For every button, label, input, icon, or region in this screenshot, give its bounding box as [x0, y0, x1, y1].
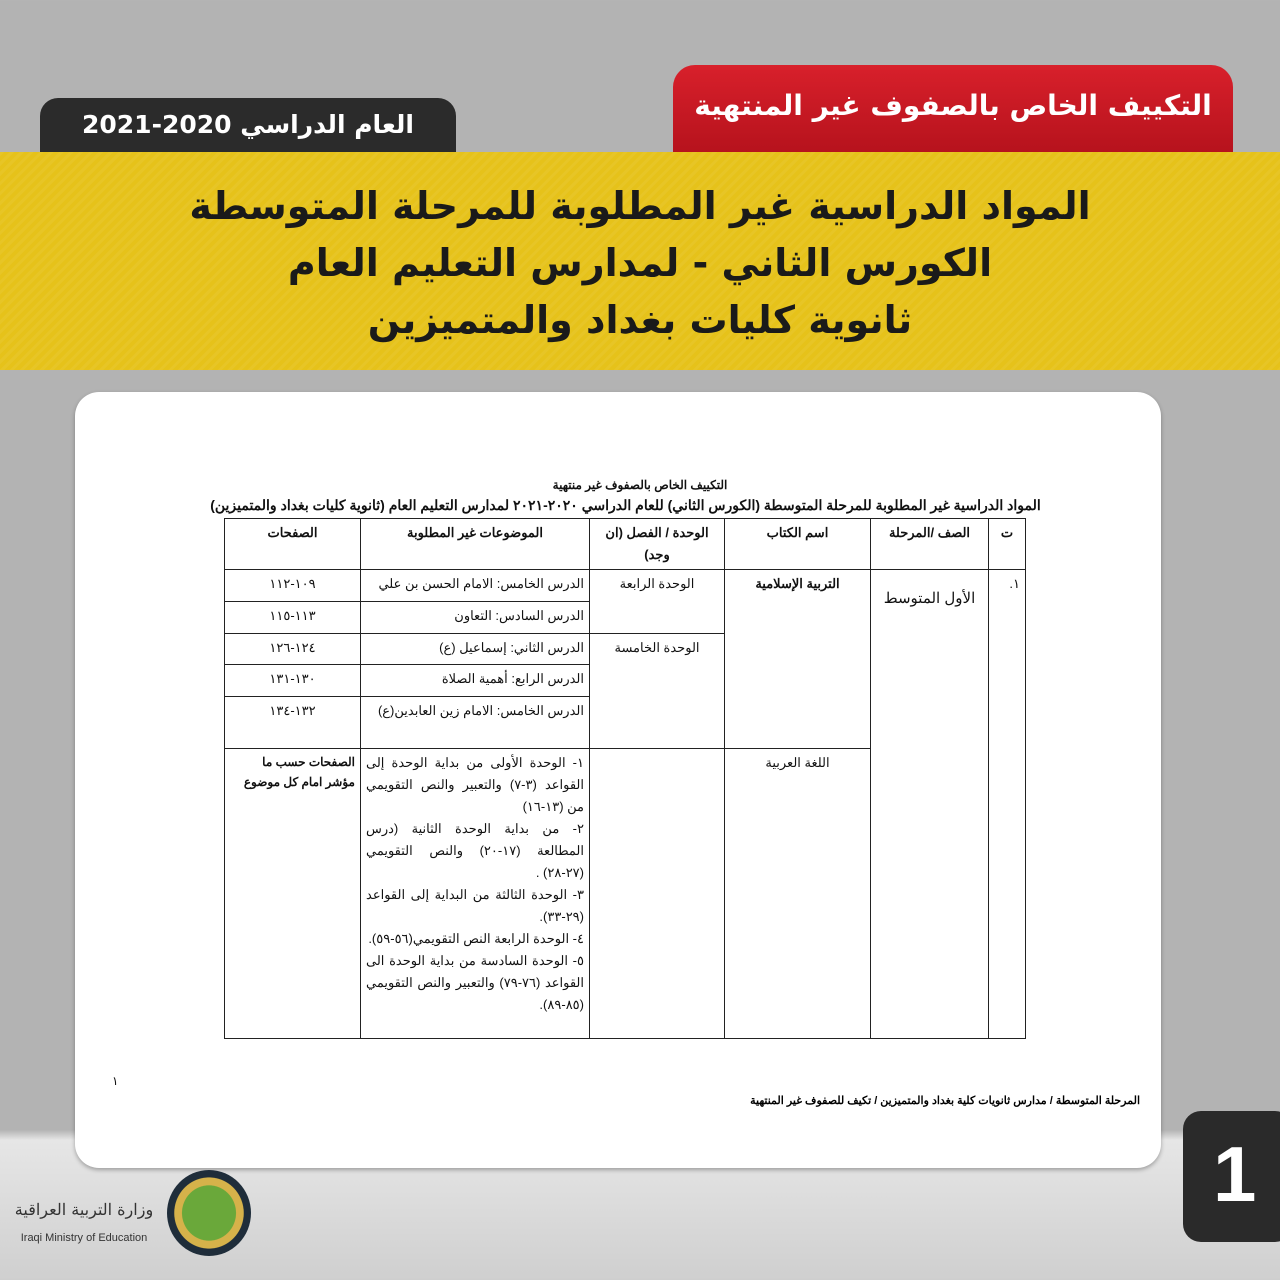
banner-line: المواد الدراسية غير المطلوبة للمرحلة المتوسطة: [189, 184, 1091, 228]
row-number: ١.: [989, 570, 1026, 1039]
topic-cell: الدرس الخامس: الامام الحسن بن علي: [361, 570, 590, 602]
ministry-seal-logo: [167, 1170, 251, 1256]
col-header: الصفحات: [225, 519, 361, 570]
academic-year-tab: العام الدراسي 2020-2021: [40, 98, 456, 155]
col-header: الموضوعات غير المطلوبة: [361, 519, 590, 570]
col-header: الوحدة / الفصل (ان وجد): [590, 519, 725, 570]
title-banner: [0, 152, 1280, 370]
unit-cell: [590, 749, 725, 1039]
pages-cell: ١٣٢-١٣٤: [225, 697, 361, 749]
book-name: اللغة العربية: [725, 749, 871, 1039]
grade-cell: الأول المتوسط: [871, 570, 989, 1039]
col-header: ت: [989, 519, 1026, 570]
col-header: الصف /المرحلة: [871, 519, 989, 570]
slide-number-badge: 1: [1183, 1111, 1280, 1242]
topic-item: ١- الوحدة الأولى من بداية الوحدة إلى القواعد (٣-٧) والتعبير والنص التقويمي من (١٣-١٦): [366, 755, 584, 814]
document-subtitle: المواد الدراسية غير المطلوبة للمرحلة المتوسطة (الكورس الثاني) للعام الدراسي ٢٠٢٠-٢٠٢١ لمدارس التعليم العام (ثانوية كليات بغداد والمتميزين): [210, 497, 1041, 513]
pages-cell: ١١٣-١١٥: [225, 602, 361, 634]
topic-item: ٣- الوحدة الثالثة من البداية إلى القواعد (٢٩-٣٣).: [366, 887, 584, 924]
topic-item: ٥- الوحدة السادسة من بداية الوحدة الى القواعد (٧٦-٧٩) والتعبير والنص التقويمي (٨٥-٨٩).: [366, 953, 585, 1012]
adaptation-tab: التكييف الخاص بالصفوف غير المنتهية: [673, 65, 1233, 155]
topic-cell: الدرس الخامس: الامام زين العابدين(ع): [361, 697, 590, 749]
topic-cell: الدرس السادس: التعاون: [361, 602, 590, 634]
table-row: [225, 570, 1026, 602]
pages-cell: الصفحات حسب ما مؤشر امام كل موضوع: [225, 749, 361, 1039]
banner-line: ثانوية كليات بغداد والمتميزين: [367, 298, 913, 342]
topic-cell: الدرس الرابع: أهمية الصلاة: [361, 665, 590, 697]
unit-cell: الوحدة الخامسة: [590, 634, 725, 749]
topic-cell: الدرس الثاني: إسماعيل (ع): [361, 634, 590, 665]
document-title: التكييف الخاص بالصفوف غير منتهية: [552, 478, 728, 492]
topic-list: [361, 749, 590, 1039]
pages-cell: ١٢٤-١٢٦: [225, 634, 361, 665]
pages-cell: ١٣٠-١٣١: [225, 665, 361, 697]
topic-item: ٤- الوحدة الرابعة النص التقويمي(٥٦-٥٩).: [368, 931, 584, 946]
page-number: ١: [112, 1074, 119, 1088]
topic-item: ٢- من بداية الوحدة الثانية (درس المطالعة (١٧-٢٠) والنص التقويمي (٢٧-٢٨) .: [366, 821, 584, 880]
ministry-name-english: Iraqi Ministry of Education: [20, 1232, 148, 1244]
book-name: التربية الإسلامية: [725, 570, 871, 749]
col-header: اسم الكتاب: [725, 519, 871, 570]
subjects-table: [224, 518, 1026, 1039]
pages-cell: ١٠٩-١١٢: [225, 570, 361, 602]
banner-line: الكورس الثاني - لمدارس التعليم العام: [287, 241, 993, 285]
table-header-row: [225, 519, 1026, 570]
ministry-name-arabic: وزارة التربية العراقية: [14, 1200, 154, 1219]
unit-cell: الوحدة الرابعة: [590, 570, 725, 634]
document-footer: المرحلة المتوسطة / مدارس ثانويات كلية بغداد والمتميزين / تكيف للصفوف غير المنتهية: [750, 1095, 1140, 1107]
